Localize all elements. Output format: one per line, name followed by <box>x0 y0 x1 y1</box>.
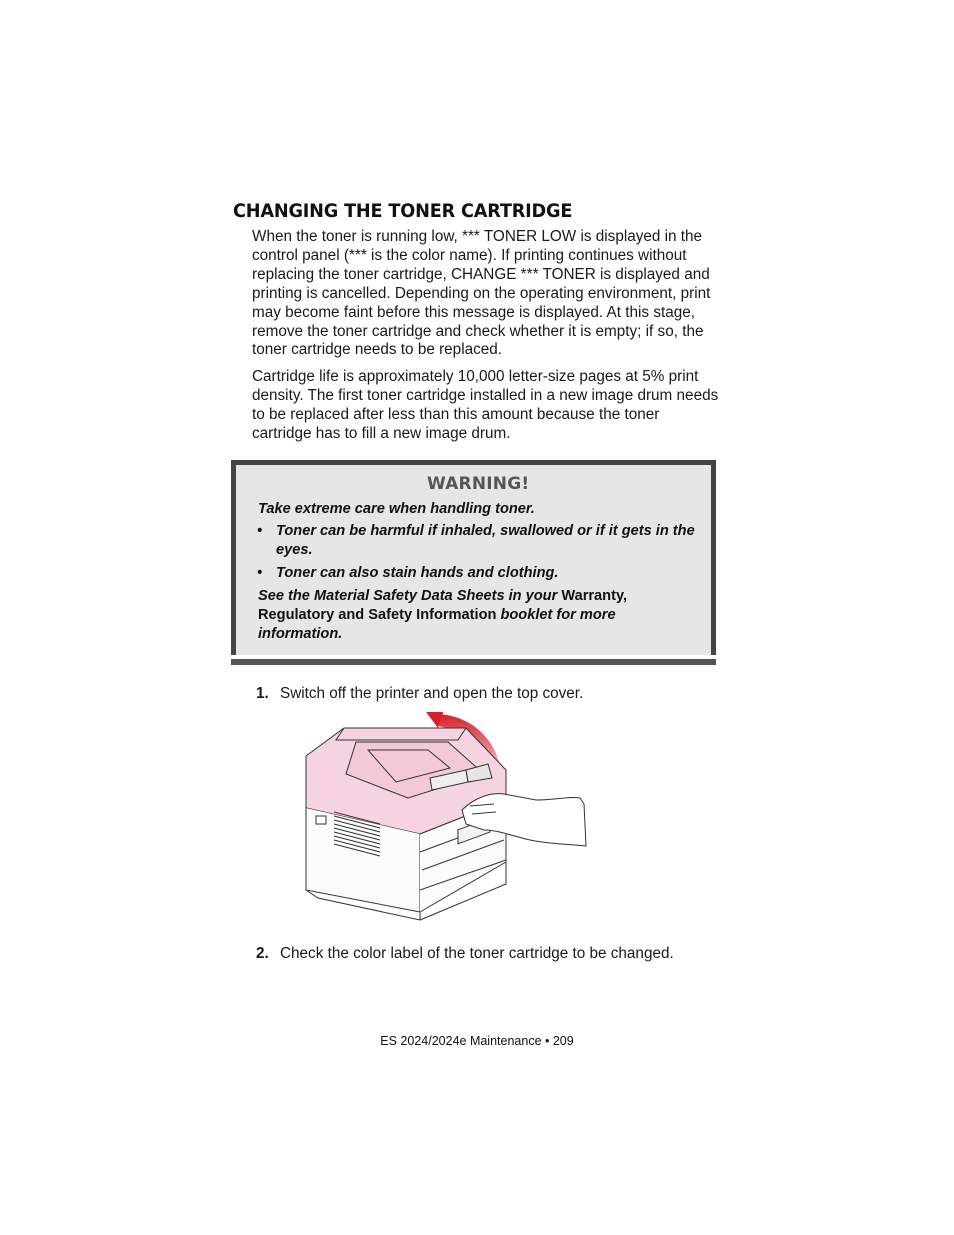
section-heading: CHANGING THE TONER CARTRIDGE <box>233 200 573 222</box>
step-text: Switch off the printer and open the top cover. <box>280 685 584 702</box>
step-number: 2. <box>256 945 269 962</box>
warning-see-reference <box>258 587 698 644</box>
intro-paragraph: When the toner is running low, *** TONER LOW is displayed in the control panel (*** is the color name). If printing continues without replacing the toner cartridge, CHANGE *** TONER is displayed and printing is cancelled. Depending on the operating environment, print may become faint before this message is displayed. At this stage, remove the toner cartridge and check whether it is empty; if so, the toner cartridge needs to be replaced. <box>252 228 711 359</box>
warning-bullet-item: Toner can be harmful if inhaled, swallowed or if it gets in the eyes. <box>276 523 695 558</box>
bullet-icon: • <box>257 523 263 539</box>
see-prefix: See the Material Safety Data Sheets in your <box>258 588 562 604</box>
booklet-title: Warranty, Regulatory and Safety Information <box>258 588 628 623</box>
page-footer: ES 2024/2024e Maintenance • 209 <box>380 1034 574 1048</box>
step-number: 1. <box>256 685 269 702</box>
warning-title: WARNING! <box>427 474 530 494</box>
see-suffix: booklet for more information. <box>258 607 616 642</box>
warning-box-base-rule <box>231 659 716 665</box>
warning-intro: Take extreme care when handling toner. <box>258 501 535 517</box>
cartridge-life-paragraph: Cartridge life is approximately 10,000 letter-size pages at 5% print density. The first toner cartridge installed in a new image drum needs to be replaced after less than this amount because the toner cartridge has to fill a new image drum. <box>252 368 719 442</box>
step-text: Check the color label of the toner cartridge to be changed. <box>280 945 674 962</box>
bullet-icon: • <box>257 565 263 581</box>
printer-open-cover-illustration <box>298 712 593 922</box>
warning-bullet-item: Toner can also stain hands and clothing. <box>276 565 559 581</box>
